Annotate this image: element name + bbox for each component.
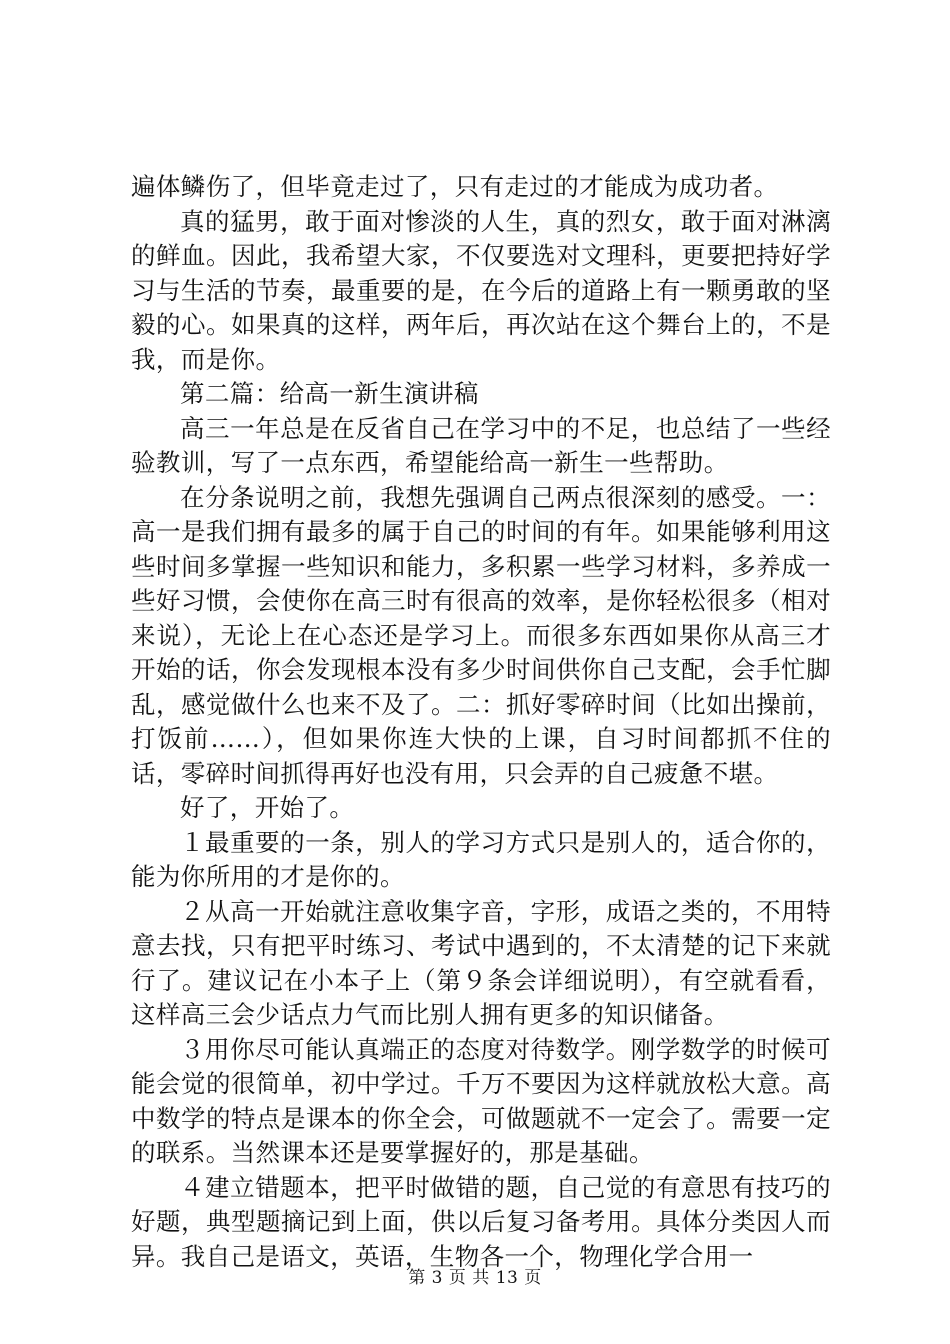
- page-number-footer: 第 3 页 共 13 页: [408, 1268, 542, 1288]
- paragraph-intro: 高三一年总是在反省自己在学习中的不足，也总结了一些经验教训，写了一点东西，希望能给高一新生一些帮助。: [131, 413, 831, 477]
- paragraph-courage: 真的猛男，敢于面对惨淡的人生，真的烈女，敢于面对淋漓的鲜血。因此，我希望大家，不仅要选对文理科，更要把持好学习与生活的节奏，最重要的是，在今后的道路上有一颗勇敢的坚毅的心。如果真的这样，两年后，再次站在这个舞台上的，不是我，而是你。: [131, 206, 831, 374]
- paragraph-item-2: ２从高一开始就注意收集字音，字形，成语之类的，不用特意去找，只有把平时练习、考试中遇到的，不太清楚的记下来就行了。建议记在小本子上（第９条会详细说明），有空就看看，这样高三会少话点力气而比别人拥有更多的知识储备。: [131, 896, 831, 1029]
- paragraph-start: 好了，开始了。: [180, 793, 355, 822]
- section-heading: 第二篇：给高一新生演讲稿: [180, 379, 479, 408]
- paragraph-continuation: 遍体鳞伤了，但毕竟走过了，只有走过的才能成为成功者。: [131, 172, 779, 201]
- paragraph-item-1: １最重要的一条，别人的学习方式只是别人的，适合你的，能为你所用的才是你的。: [131, 827, 831, 891]
- paragraph-item-3: ３用你尽可能认真端正的态度对待数学。刚学数学的时候可能会觉的很简单，初中学过。千万不要因为这样就放松大意。高中数学的特点是课本的你全会，可做题就不一定会了。需要一定的联系。当然课本还是要掌握好的，那是基础。: [131, 1034, 831, 1167]
- document-body: [131, 170, 831, 1274]
- paragraph-two-points: 在分条说明之前，我想先强调自己两点很深刻的感受。一：高一是我们拥有最多的属于自己的时间的有年。如果能够利用这些时间多掌握一些知识和能力，多积累一些学习材料，多养成一些好习惯，会使你在高三时有很高的效率，是你轻松很多（相对来说），无论上在心态还是学习上。而很多东西如果你从高三才开始的话，你会发现根本没有多少时间供你自己支配，会手忙脚乱，感觉做什么也来不及了。二：抓好零碎时间（比如出操前，打饭前……），但如果你连大快的上课，自习时间都抓不住的话，零碎时间抓得再好也没有用，只会弄的自己疲惫不堪。: [131, 482, 831, 788]
- paragraph-item-4: ４建立错题本，把平时做错的题，自己觉的有意思有技巧的好题，典型题摘记到上面，供以后复习备考用。具体分类因人而异。我自己是语文，英语，生物各一个，物理化学合用一: [131, 1172, 831, 1271]
